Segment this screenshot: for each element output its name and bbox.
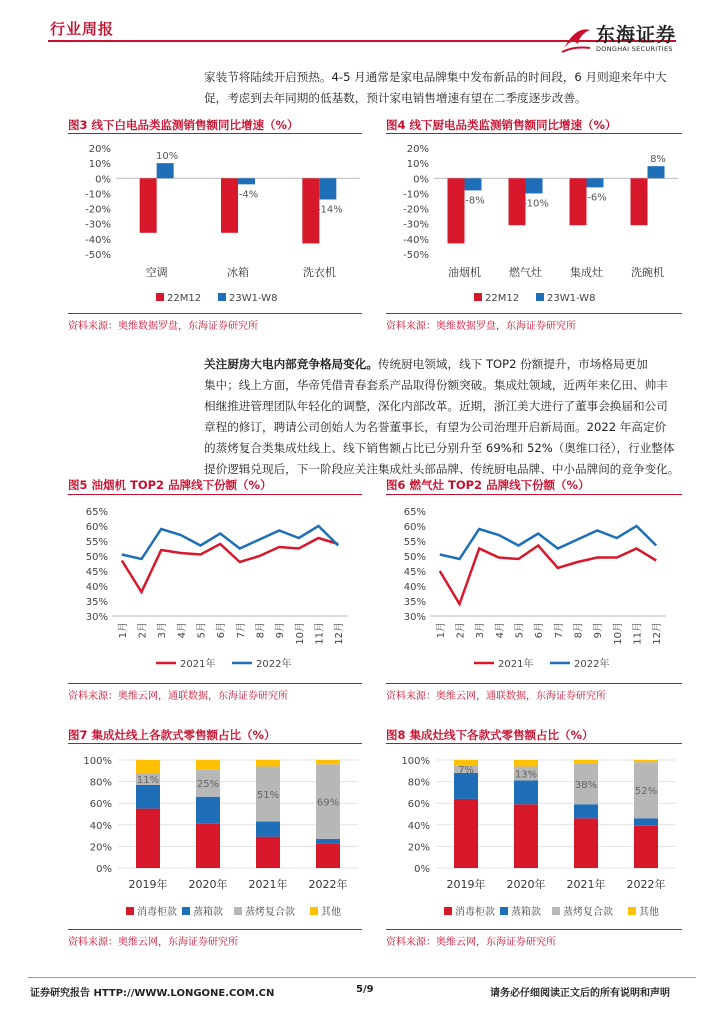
figure-5-source: 资料来源：奥维云网，通联数据，东海证券研究所 (68, 691, 288, 702)
data-label: 11% (136, 774, 160, 786)
data-label: 25% (196, 779, 220, 791)
x-tick-label: 2019年 (446, 878, 486, 891)
bar-segment-蒸箱款 (514, 781, 538, 805)
legend-swatch (552, 907, 560, 915)
figure-7-chart (68, 748, 364, 924)
figure-7-source: 资料来源：奥维云网，东海证券研究所 (68, 937, 238, 948)
figure-6-title: 图6 燃气灶 TOP2 品牌线下份额（%） (386, 478, 590, 492)
figure-8-source-rule (386, 929, 682, 930)
figure-3-title-rule (68, 133, 362, 134)
series-line-2021年 (122, 538, 338, 592)
paragraph-line: 传统厨电领域，线下 TOP2 份额提升，市场格局更加 (377, 357, 648, 371)
x-tick-label: 7月 (553, 622, 565, 639)
bar-23W1-W8 (465, 178, 482, 190)
y-tick-label: 0% (413, 174, 429, 186)
paragraph-line: 章程的修订，聘请公司创始人为名誉董事长，有望为公司治理开启新局面。2022 年高定价 (204, 420, 667, 434)
y-tick-label: 100% (401, 756, 430, 767)
bar-23W1-W8 (319, 178, 336, 199)
y-tick-label: 65% (403, 507, 426, 518)
figure-7-source-rule (68, 929, 362, 930)
y-tick-label: 50% (403, 552, 426, 563)
y-tick-label: 0% (96, 864, 112, 875)
y-tick-label: -30% (403, 219, 429, 231)
legend-label: 其他 (639, 907, 659, 918)
bar-22M12 (140, 178, 157, 233)
x-tick-label: 2021年 (248, 878, 288, 891)
x-tick-label: 10月 (294, 622, 306, 645)
x-tick-label: 油烟机 (448, 266, 481, 279)
y-tick-label: -30% (85, 219, 111, 231)
legend-label: 蒸箱款 (511, 907, 541, 918)
y-tick-label: 65% (85, 507, 108, 518)
y-tick-label: 40% (85, 582, 108, 593)
legend-label: 22M12 (485, 293, 520, 304)
x-tick-label: 2022年 (308, 878, 348, 891)
bar-23W1-W8 (648, 166, 665, 178)
bar-22M12 (570, 178, 587, 225)
data-label: -10% (523, 198, 549, 210)
x-tick-label: 燃气灶 (509, 266, 542, 279)
legend-label: 蒸烤复合款 (245, 907, 295, 918)
paragraph-lead: 关注厨房大电内部竞争格局变化。 (204, 357, 378, 371)
y-tick-label: 60% (407, 799, 430, 811)
paragraph-line: 促，考虑到去年同期的低基数，预计家电销售增速有望在二季度逐步改善。 (204, 91, 587, 105)
x-tick-label: 9月 (275, 622, 287, 639)
x-tick-label: 6月 (534, 622, 546, 639)
y-tick-label: 55% (403, 537, 426, 548)
figure-6-chart (386, 500, 684, 678)
figure-3-source: 资料来源：奥维数据罗盘，东海证券研究所 (68, 321, 258, 332)
paragraph-competition (204, 354, 706, 480)
x-tick-label: 1月 (435, 622, 447, 639)
data-label: 69% (316, 797, 340, 809)
legend-label: 2022年 (256, 659, 292, 670)
figure-7-title: 图7 集成灶线上各款式零售额占比（%） (68, 728, 276, 742)
legend-swatch (234, 907, 242, 915)
x-tick-label: 12月 (334, 622, 346, 645)
legend-label: 23W1-W8 (547, 293, 596, 304)
x-tick-label: 3月 (157, 622, 169, 639)
bar-22M12 (448, 178, 465, 243)
x-tick-label: 2020年 (188, 878, 228, 891)
y-tick-label: -20% (403, 204, 429, 216)
figure-4-chart (386, 136, 684, 308)
bar-segment-其他 (136, 760, 160, 773)
y-tick-label: 30% (403, 612, 426, 623)
data-label: -14% (316, 204, 343, 216)
figure-3-chart (68, 136, 364, 308)
data-label: 51% (256, 790, 280, 802)
paragraph-line: 的蒸烤复合类集成灶线上、线下销售额占比已分别升至 69%和 52%（奥维口径），行业整体 (204, 441, 675, 455)
bar-segment-消毒柜款 (454, 799, 478, 868)
bar-23W1-W8 (238, 178, 255, 184)
y-tick-label: 20% (89, 842, 112, 854)
y-tick-label: -50% (85, 250, 111, 261)
legend-swatch (310, 907, 318, 915)
y-tick-label: 55% (85, 537, 108, 548)
x-tick-label: 2020年 (506, 878, 546, 891)
x-tick-label: 8月 (255, 622, 267, 639)
legend-swatch (218, 293, 226, 301)
x-tick-label: 2019年 (128, 878, 168, 891)
y-tick-label: 35% (85, 597, 108, 608)
x-tick-label: 1月 (117, 622, 129, 639)
paragraph-line: 提价逻辑兑现后，下一阶段应关注集成灶头部品牌、传统厨电品牌、中小品牌间的竞争变化。 (204, 462, 680, 476)
y-tick-label: 60% (85, 522, 108, 533)
data-label: -8% (465, 195, 485, 207)
figure-6-source-rule (386, 683, 682, 684)
bar-segment-消毒柜款 (136, 809, 160, 868)
legend-swatch (126, 907, 134, 915)
y-tick-label: 45% (403, 567, 426, 578)
bar-segment-其他 (574, 760, 598, 763)
y-tick-label: 30% (85, 612, 108, 623)
data-label: 10% (156, 151, 179, 163)
y-tick-label: 45% (85, 567, 108, 578)
x-tick-label: 5月 (196, 622, 208, 639)
legend-label: 2021年 (180, 659, 216, 670)
y-tick-label: 20% (406, 144, 429, 155)
paragraph-line: 家装节将陆续开启预热。4-5 月通常是家电品牌集中发布新品的时间段，6 月则迎来年中大 (204, 70, 667, 84)
figure-8-chart (386, 748, 684, 924)
legend-swatch (500, 907, 508, 915)
x-tick-label: 4月 (176, 622, 188, 639)
figure-6-source: 资料来源：奥维云网，通联数据，东海证券研究所 (386, 691, 606, 702)
legend-swatch (474, 293, 482, 301)
logo-name-en: DONGHAI SECURITIES (596, 45, 673, 53)
y-tick-label: 100% (83, 756, 112, 767)
bar-segment-消毒柜款 (316, 843, 340, 868)
x-tick-label: 3月 (475, 622, 487, 639)
bar-segment-蒸箱款 (256, 822, 280, 837)
y-tick-label: 60% (89, 799, 112, 811)
logo-name-cn: 东海证券 (596, 24, 677, 46)
data-label: -6% (587, 192, 607, 204)
y-tick-label: -20% (85, 204, 111, 216)
y-tick-label: -40% (403, 234, 429, 246)
y-tick-label: 0% (95, 174, 111, 186)
footer-divider (28, 977, 696, 978)
y-tick-label: 40% (403, 582, 426, 593)
data-label: 13% (514, 769, 538, 781)
figure-4-source-rule (386, 313, 682, 314)
bar-segment-其他 (196, 760, 220, 770)
y-tick-label: 40% (407, 820, 430, 832)
figure-7-title-rule (68, 743, 362, 744)
x-tick-label: 6月 (216, 622, 228, 639)
bar-segment-蒸箱款 (136, 785, 160, 809)
figure-8-title-rule (386, 743, 682, 744)
report-category-title: 行业周报 (50, 20, 115, 38)
x-tick-label: 2月 (137, 622, 149, 639)
bar-segment-其他 (256, 760, 280, 766)
x-tick-label: 洗衣机 (302, 266, 336, 279)
bar-segment-蒸箱款 (454, 773, 478, 799)
footer-disclaimer: 请务必仔细阅读正文后的所有说明和声明 (490, 988, 670, 999)
y-tick-label: 80% (89, 777, 112, 789)
y-tick-label: 35% (403, 597, 426, 608)
legend-label: 2021年 (498, 659, 534, 670)
y-tick-label: -10% (85, 189, 111, 201)
legend-label: 消毒柜款 (137, 907, 177, 918)
bar-23W1-W8 (587, 178, 604, 187)
x-tick-label: 11月 (314, 622, 326, 645)
figure-8-title: 图8 集成灶线下各款式零售额占比（%） (386, 728, 594, 742)
bar-23W1-W8 (157, 163, 174, 178)
x-tick-label: 冰箱 (227, 266, 249, 279)
x-tick-label: 10月 (612, 622, 624, 645)
y-tick-label: 60% (403, 522, 426, 533)
y-tick-label: -40% (85, 234, 111, 246)
bar-segment-其他 (634, 760, 658, 762)
y-tick-label: 80% (407, 777, 430, 789)
x-tick-label: 集成灶 (570, 266, 603, 279)
logo-emblem-icon (556, 18, 596, 58)
paragraph-line: 相继推进管理团队年轻化的调整，深化内部改革。近期，浙江美大进行了董事会换届和公司 (204, 399, 668, 413)
legend-swatch (444, 907, 452, 915)
bar-segment-蒸箱款 (574, 804, 598, 818)
x-tick-label: 4月 (494, 622, 506, 639)
figure-4-title-rule (386, 133, 682, 134)
x-tick-label: 2021年 (566, 878, 606, 891)
data-label: 8% (650, 154, 666, 166)
bar-23W1-W8 (526, 178, 543, 193)
figure-4-title: 图4 线下厨电品类监测销售额同比增速（%） (386, 118, 617, 132)
bar-segment-消毒柜款 (256, 837, 280, 868)
legend-label: 其他 (321, 907, 341, 918)
paragraph-intro (204, 67, 704, 109)
legend-label: 消毒柜款 (455, 907, 495, 918)
data-label: -4% (238, 189, 259, 201)
figure-5-chart (68, 500, 364, 678)
figure-5-source-rule (68, 683, 362, 684)
legend-label: 蒸箱款 (193, 907, 223, 918)
footer-website: 证券研究报告 HTTP://WWW.LONGONE.COM.CN (30, 988, 275, 999)
company-logo (556, 18, 686, 58)
legend-swatch (536, 293, 544, 301)
page-number: 5/9 (356, 984, 374, 995)
figure-5-title: 图5 油烟机 TOP2 品牌线下份额（%） (68, 478, 272, 492)
y-tick-label: 20% (88, 144, 111, 155)
x-tick-label: 7月 (235, 622, 247, 639)
data-label: 52% (634, 786, 658, 798)
figure-8-source: 资料来源：奥维云网，东海证券研究所 (386, 937, 556, 948)
bar-segment-其他 (514, 760, 538, 766)
bar-segment-消毒柜款 (196, 824, 220, 868)
x-tick-label: 洗碗机 (631, 266, 664, 279)
x-tick-label: 2022年 (626, 878, 666, 891)
bar-segment-其他 (454, 760, 478, 765)
y-tick-label: -50% (403, 250, 429, 261)
x-tick-label: 8月 (573, 622, 585, 639)
x-tick-label: 11月 (632, 622, 644, 645)
bar-segment-消毒柜款 (574, 818, 598, 868)
bar-segment-蒸箱款 (316, 839, 340, 843)
legend-swatch (156, 293, 164, 301)
legend-label: 22M12 (167, 293, 202, 304)
bar-segment-其他 (316, 760, 340, 764)
figure-4-source: 资料来源：奥维数据罗盘，东海证券研究所 (386, 321, 576, 332)
figure-3-title: 图3 线下白电品类监测销售额同比增速（%） (68, 118, 299, 132)
legend-label: 2022年 (574, 659, 610, 670)
figure-5-title-rule (68, 494, 362, 495)
legend-label: 蒸烤复合款 (563, 907, 613, 918)
x-tick-label: 9月 (593, 622, 605, 639)
legend-swatch (628, 907, 636, 915)
y-tick-label: -10% (403, 189, 429, 201)
bar-22M12 (221, 178, 238, 233)
y-tick-label: 50% (85, 552, 108, 563)
bar-segment-蒸箱款 (634, 818, 658, 826)
x-tick-label: 12月 (652, 622, 664, 645)
data-label: 38% (574, 779, 598, 791)
figure-6-title-rule (386, 494, 682, 495)
bar-segment-蒸箱款 (196, 797, 220, 824)
series-line-2021年 (440, 546, 656, 605)
x-tick-label: 5月 (514, 622, 526, 639)
y-tick-label: 0% (414, 864, 430, 875)
y-tick-label: 20% (407, 842, 430, 854)
bar-segment-消毒柜款 (514, 804, 538, 868)
y-tick-label: 10% (88, 159, 111, 171)
y-tick-label: 10% (406, 159, 429, 171)
data-label: 7% (458, 765, 474, 777)
legend-label: 23W1-W8 (229, 293, 278, 304)
bar-segment-消毒柜款 (634, 826, 658, 868)
figure-3-source-rule (68, 313, 362, 314)
bar-22M12 (631, 178, 648, 225)
legend-swatch (182, 907, 190, 915)
x-tick-label: 2月 (455, 622, 467, 639)
x-tick-label: 空调 (145, 266, 168, 279)
y-tick-label: 40% (89, 820, 112, 832)
paragraph-line: 集中；线上方面，华帝凭借青春套系产品取得份额突破。集成灶领域，近两年来亿田、帅丰 (204, 378, 668, 392)
